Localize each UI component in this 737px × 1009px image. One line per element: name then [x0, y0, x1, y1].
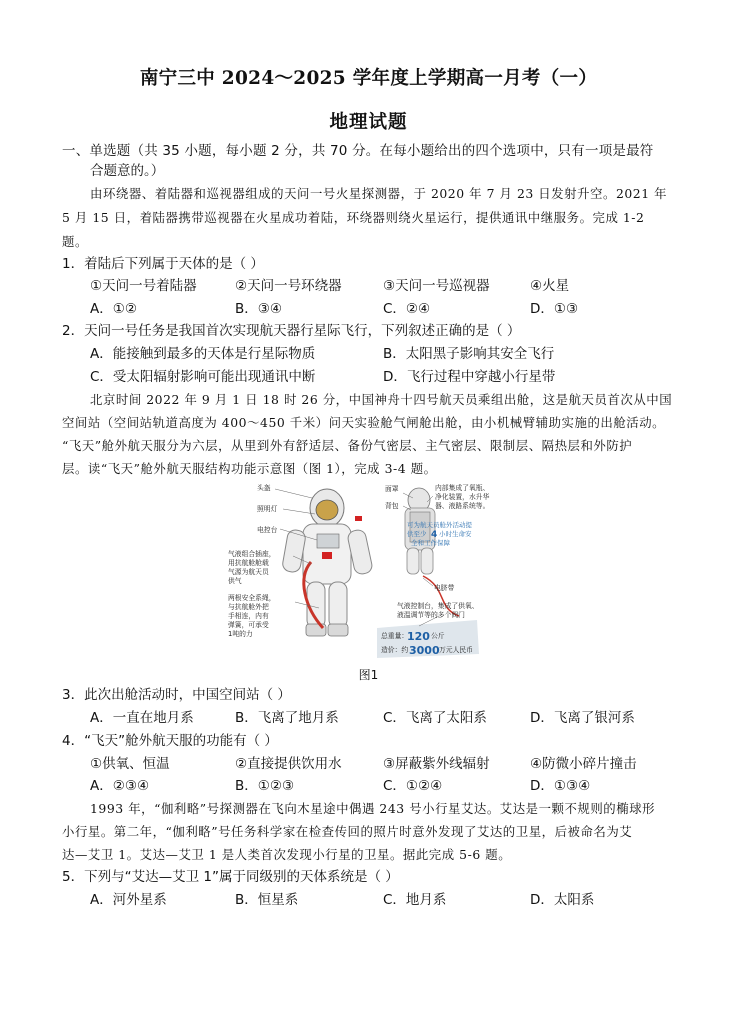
q3-option-d: D．飞离了银河系: [530, 710, 635, 726]
passage3-line3: 达—艾卫 1。艾达—艾卫 1 是人类首次发现小行星的卫星。据此完成 5-6 题。: [62, 847, 512, 862]
label-inner-1: 内部集成了氧瓶、: [435, 484, 490, 492]
label-support-4: 全和工作保障: [411, 539, 450, 547]
label-support-3: 小时生命安: [439, 530, 472, 538]
label-weight: 总重量：: [381, 632, 409, 640]
label-hose-3: 气源为航天员: [228, 568, 269, 576]
label-tether-3: 手相连，内有: [228, 612, 269, 620]
label-tether-1: 两根安全系绳，: [228, 594, 276, 602]
label-weight-value: 120: [407, 630, 430, 643]
q5-option-a: A．河外星系: [90, 892, 167, 908]
figure-caption: 图1: [358, 668, 379, 682]
q1-option-d: D．①③: [530, 301, 579, 317]
passage3-line2: 小行星。第二年，“伽利略”号任务科学家在检查传回的照片时意外发现了艾达的卫星，后被命名为艾: [62, 824, 633, 839]
q4-option-b: B．①②③: [235, 778, 295, 794]
label-helmet: 头盔: [257, 484, 271, 492]
q5-option-d: D．太阳系: [530, 892, 595, 908]
passage1-line2: 5 月 15 日，着陆器携带巡视器在火星成功着陆，环绕器则绕火星运行，提供通讯中继服务。完成 1-2: [62, 210, 645, 225]
exam-title: 南宁三中 2024～2025 学年度上学期高一月考（一）: [139, 68, 598, 89]
label-tether-5: 1吨的力: [228, 630, 253, 638]
q1-item-1: ①天问一号着陆器: [90, 278, 197, 294]
q4-item-2: ②直接提供饮用水: [235, 756, 342, 772]
q5-option-b: B．恒星系: [235, 892, 299, 908]
question-4-stem: 4．“飞天”舱外航天服的功能有（ ）: [62, 733, 278, 749]
q1-item-4: ④火星: [530, 278, 570, 294]
question-1-stem: 1．着陆后下列属于天体的是（ ）: [62, 256, 264, 272]
label-cost-value: 3000: [409, 644, 440, 657]
question-3-stem: 3．此次出舱活动时，中国空间站（ ）: [62, 687, 291, 703]
label-cable: 电脐带: [434, 584, 455, 592]
label-hose-1: 气液组合插座，: [228, 550, 276, 558]
q4-item-4: ④防微小碎片撞击: [530, 756, 637, 772]
question-5-stem: 5．下列与“艾达—艾卫 1”属于同级别的天体系统是（ ）: [62, 869, 399, 885]
passage1-line1: 由环绕器、着陆器和巡视器组成的天问一号火星探测器，于 2020 年 7 月 23 日发射升空。2021 年: [90, 186, 668, 201]
passage2-line2: 空间站（空间站轨道高度为 400～450 千米）问天实验舱气闸舱出舱，由小机械臂辅助实施的出舱活动。: [62, 415, 666, 430]
passage3-line1: 1993 年，“伽利略”号探测器在飞向木星途中偶遇 243 号小行星艾达。艾达是一颗不规则的椭球形: [90, 801, 656, 816]
q3-option-c: C．飞离了太阳系: [383, 710, 487, 726]
q2-option-a: A．能接触到最多的天体是行星际物质: [90, 346, 316, 362]
q3-option-a: A．一直在地月系: [90, 710, 194, 726]
spacesuit-figure: [227, 478, 517, 664]
label-support-2: 供至少: [407, 530, 427, 538]
label-console: 电控台: [257, 526, 278, 534]
passage2-line4: 层。读“飞天”舱外航天服结构功能示意图（图 1），完成 3-4 题。: [62, 461, 437, 476]
q4-option-a: A．②③④: [90, 778, 150, 794]
label-cost-unit: 万元人民币: [439, 646, 473, 654]
q2-option-c: C．受太阳辐射影响可能出现通讯中断: [90, 369, 316, 385]
label-inner-2: 净化装置，水升华: [435, 493, 490, 501]
label-lamp: 照明灯: [257, 505, 278, 513]
q4-option-d: D．①③④: [530, 778, 591, 794]
q1-option-b: B．③④: [235, 301, 282, 317]
label-inner-3: 器、液路系统等。: [435, 502, 490, 510]
q1-option-a: A．①②: [90, 301, 137, 317]
q1-item-2: ②天问一号环绕器: [235, 278, 342, 294]
q2-option-d: D．飞行过程中穿越小行星带: [383, 369, 556, 385]
label-hose-4: 供气: [228, 577, 242, 585]
label-support-hours: 4: [431, 530, 438, 540]
label-backpack: 背包: [385, 502, 399, 510]
label-support-1: 可为航天员舱外活动提: [407, 521, 472, 529]
label-tether-4: 弹簧，可承受: [228, 621, 269, 629]
label-tether-2: 与抗航舱外把: [228, 603, 269, 611]
q1-item-3: ③天问一号巡视器: [383, 278, 490, 294]
passage2-line3: “飞天”舱外航天服分为六层，从里到外有舒适层、备份气密层、主气密层、限制层、隔热层和外防护: [62, 438, 633, 453]
label-valve-1: 气液控制台，集成了供氧、: [397, 602, 479, 610]
label-valve-2: 液温调节等的多个阀门: [397, 611, 465, 619]
q2-option-b: B．太阳黑子影响其安全飞行: [383, 346, 555, 362]
passage2-line1: 北京时间 2022 年 9 月 1 日 18 时 26 分，中国神舟十四号航天员乘组出舱，这是航天员首次从中国: [90, 392, 673, 407]
label-weight-unit: 公斤: [431, 632, 445, 640]
passage1-line3: 题。: [62, 234, 88, 249]
label-cost: 造价：约: [381, 646, 409, 654]
section-heading-cont: 合题意的。）: [90, 163, 165, 179]
label-visor: 面罩: [385, 485, 399, 493]
question-2-stem: 2．天问一号任务是我国首次实现航天器行星际飞行，下列叙述正确的是（ ）: [62, 323, 521, 339]
q4-item-1: ①供氧、恒温: [90, 756, 170, 772]
q1-option-c: C．②④: [383, 301, 431, 317]
label-hose-2: 用抗航舱舱载: [228, 559, 269, 567]
q4-option-c: C．①②④: [383, 778, 443, 794]
q3-option-b: B．飞离了地月系: [235, 710, 339, 726]
q5-option-c: C．地月系: [383, 892, 447, 908]
exam-subject: 地理试题: [329, 112, 408, 133]
q4-item-3: ③屏蔽紫外线辐射: [383, 756, 490, 772]
section-heading: 一、单选题（共 35 小题，每小题 2 分，共 70 分。在每小题给出的四个选项中，只有一项是最符: [62, 143, 654, 159]
